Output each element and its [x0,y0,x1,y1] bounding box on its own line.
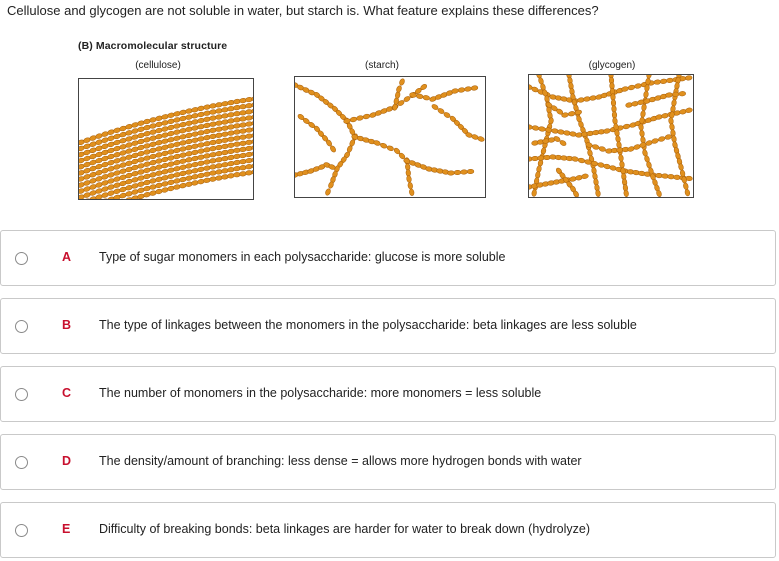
option-a[interactable] [0,230,776,286]
option-letter: D [62,454,72,468]
starch-panel [294,76,486,198]
option-text: The number of monomers in the polysaccharide: more monomers = less soluble [99,386,542,400]
option-c[interactable] [0,366,776,422]
cellulose-structure-image [79,79,253,199]
figure-heading: (B) Macromolecular structure [78,40,228,52]
glycogen-panel [528,74,694,198]
cellulose-panel [78,78,254,200]
radio-button[interactable] [15,252,28,265]
glycogen-label: (glycogen) [588,60,636,71]
option-e[interactable] [0,502,776,558]
question-text: Cellulose and glycogen are not soluble in water, but starch is. What feature explains these differences? [7,3,599,18]
option-text: Type of sugar monomers in each polysaccharide: glucose is more soluble [99,250,506,264]
option-letter: A [62,250,72,264]
option-d[interactable] [0,434,776,490]
glycogen-structure-image [529,75,693,197]
starch-label: (starch) [365,60,399,71]
cellulose-label: (cellulose) [135,60,181,71]
starch-structure-image [295,77,485,197]
option-letter: C [62,386,72,400]
option-text: The density/amount of branching: less dense = allows more hydrogen bonds with water [99,454,582,468]
radio-button[interactable] [15,524,28,537]
macromolecule-figure [76,40,696,202]
option-letter: E [62,522,71,536]
radio-button[interactable] [15,388,28,401]
option-letter: B [62,318,72,332]
radio-button[interactable] [15,456,28,469]
radio-button[interactable] [15,320,28,333]
option-b[interactable] [0,298,776,354]
option-text: The type of linkages between the monomers in the polysaccharide: beta linkages are less soluble [99,318,637,332]
option-text: Difficulty of breaking bonds: beta linkages are harder for water to break down (hydrolyze) [99,522,590,536]
